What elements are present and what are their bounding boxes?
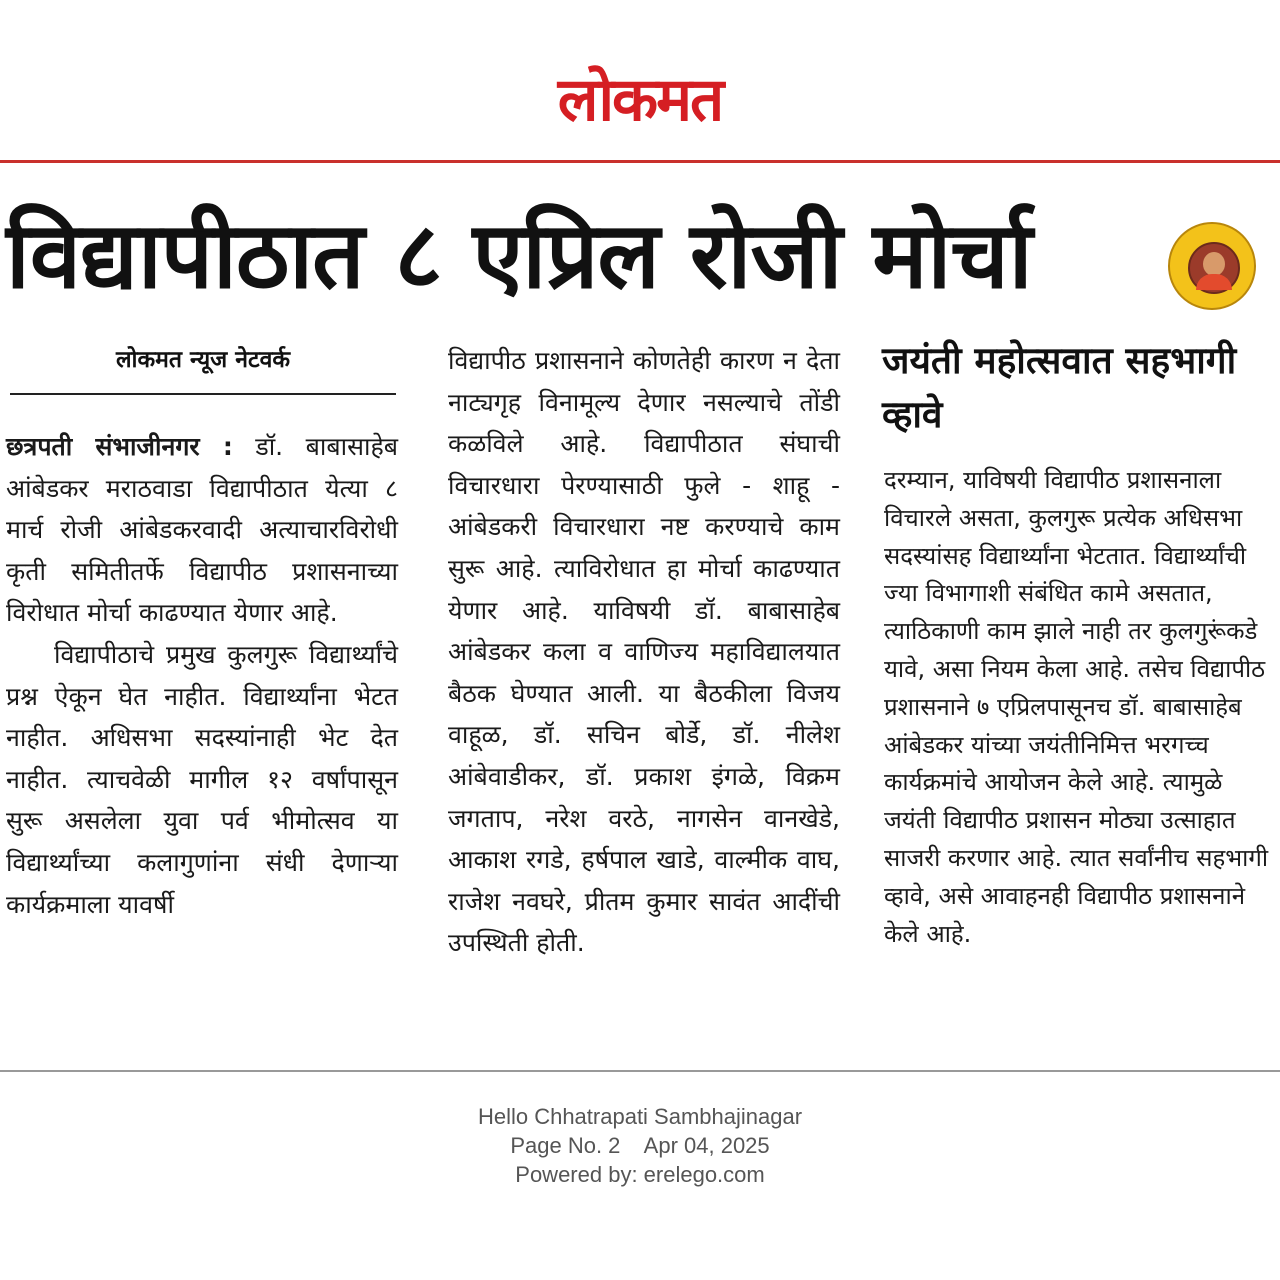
byline: लोकमत न्यूज नेटवर्क	[115, 347, 291, 373]
paragraph: दरम्यान, याविषयी विद्यापीठ प्रशासनाला विचारले असता, कुलगुरू प्रत्येक अधिसभा सदस्यांसह विद्यार्थ्यांना भेटतात. विद्यार्थ्यांची ज्या विभागाशी संबंधित कामे असतात, त्याठिकाणी काम झाले नाही तर कुलगुरूंकडे यावे, असा नियम केला आहे. तसेच विद्यापीठ प्रशासनाने ७ एप्रिलपासूनच डॉ. बाबासाहेब आंबेडकर यांच्या जयंतीनिमित्त भरगच्च कार्यक्रमांचे आयोजन केले आहे. त्यामुळे जयंती विद्यापीठ प्रशासन मोठ्या उत्साहात साजरी करणार आहे. त्यात सर्वांनीच सहभागी व्हावे, असे आवाहनही विद्यापीठ प्रशासनाने केले आहे.	[884, 466, 1269, 948]
avatar	[1188, 242, 1240, 294]
paragraph: विद्यापीठाचे प्रमुख कुलगुरू विद्यार्थ्यांचे प्रश्न ऐकून घेत नाहीत. विद्यार्थ्यांना भेटत नाहीत. अधिसभा सदस्यांनाही भेट देत नाहीत. त्याचवेळी मागील १२ वर्षांपासून सुरू असलेला युवा पर्व भीमोत्सव या विद्यार्थ्यांच्या कलागुणांना संधी देणाऱ्या कार्यक्रमाला यावर्षी	[6, 639, 398, 919]
footer-page-date	[0, 1131, 1280, 1160]
masthead-rule	[0, 160, 1280, 163]
avatar-shirt	[1196, 274, 1232, 290]
byline-rule	[10, 393, 396, 395]
paragraph: विद्यापीठ प्रशासनाने कोणतेही कारण न देता नाट्यगृह विनामूल्य देणार नसल्याचे तोंडी कळविले आहे. विद्यापीठात संघाची विचारधारा पेरण्यासाठी फुले - शाहू - आंबेडकरी विचारधारा नष्ट करण्याचे काम सुरू आहे. त्याविरोधात हा मोर्चा काढण्यात येणार आहे. याविषयी डॉ. बाबासाहेब आंबेडकर कला व वाणिज्य महाविद्यालयात बैठक घेण्यात आली. या बैठकीला विजय वाहूळ, डॉ. सचिन बोर्डे, डॉ. नीलेश आंबेवाडीकर, डॉ. प्रकाश इंगळे, विक्रम जगताप, नरेश वरठे, नागसेन वानखेडे, आकाश रगडे, हर्षपाल खाडे, वाल्मीक वाघ, राजेश नवघरे, प्रीतम कुमार सावंत आदींची उपस्थिती होती.	[448, 346, 840, 958]
avatar-face	[1203, 252, 1225, 276]
subheading: जयंती महोत्सवात सहभागी व्हावे	[882, 339, 1237, 436]
footer-page-number: Page No. 2	[510, 1133, 621, 1158]
article-column-2	[448, 340, 840, 964]
profile-seal-badge	[1168, 222, 1256, 310]
newspaper-masthead: लोकमत	[557, 65, 723, 135]
lead-paragraph	[6, 426, 398, 634]
article-headline: विद्यापीठात ८ एप्रिल रोजी मोर्चा	[6, 202, 1032, 309]
footer-powered-by: Powered by: erelego.com	[515, 1162, 765, 1187]
dateline: छत्रपती संभाजीनगर :	[6, 432, 233, 461]
lead-text: डॉ. बाबासाहेब आंबेडकर मराठवाडा विद्यापीठात येत्या ८ मार्च रोजी आंबेडकरवादी अत्याचारविरोधी कृती समितीतर्फे विद्यापीठ प्रशासनाच्या विरोधात मोर्चा काढण्यात येणार आहे.	[6, 432, 398, 628]
footer-date: Apr 04, 2025	[643, 1133, 770, 1158]
footer-edition: Hello Chhatrapati Sambhajinagar	[477, 1104, 803, 1129]
article-column-1	[6, 426, 398, 925]
page-footer	[0, 1102, 1280, 1189]
article-column-3	[884, 462, 1274, 953]
footer-rule	[0, 1070, 1280, 1072]
